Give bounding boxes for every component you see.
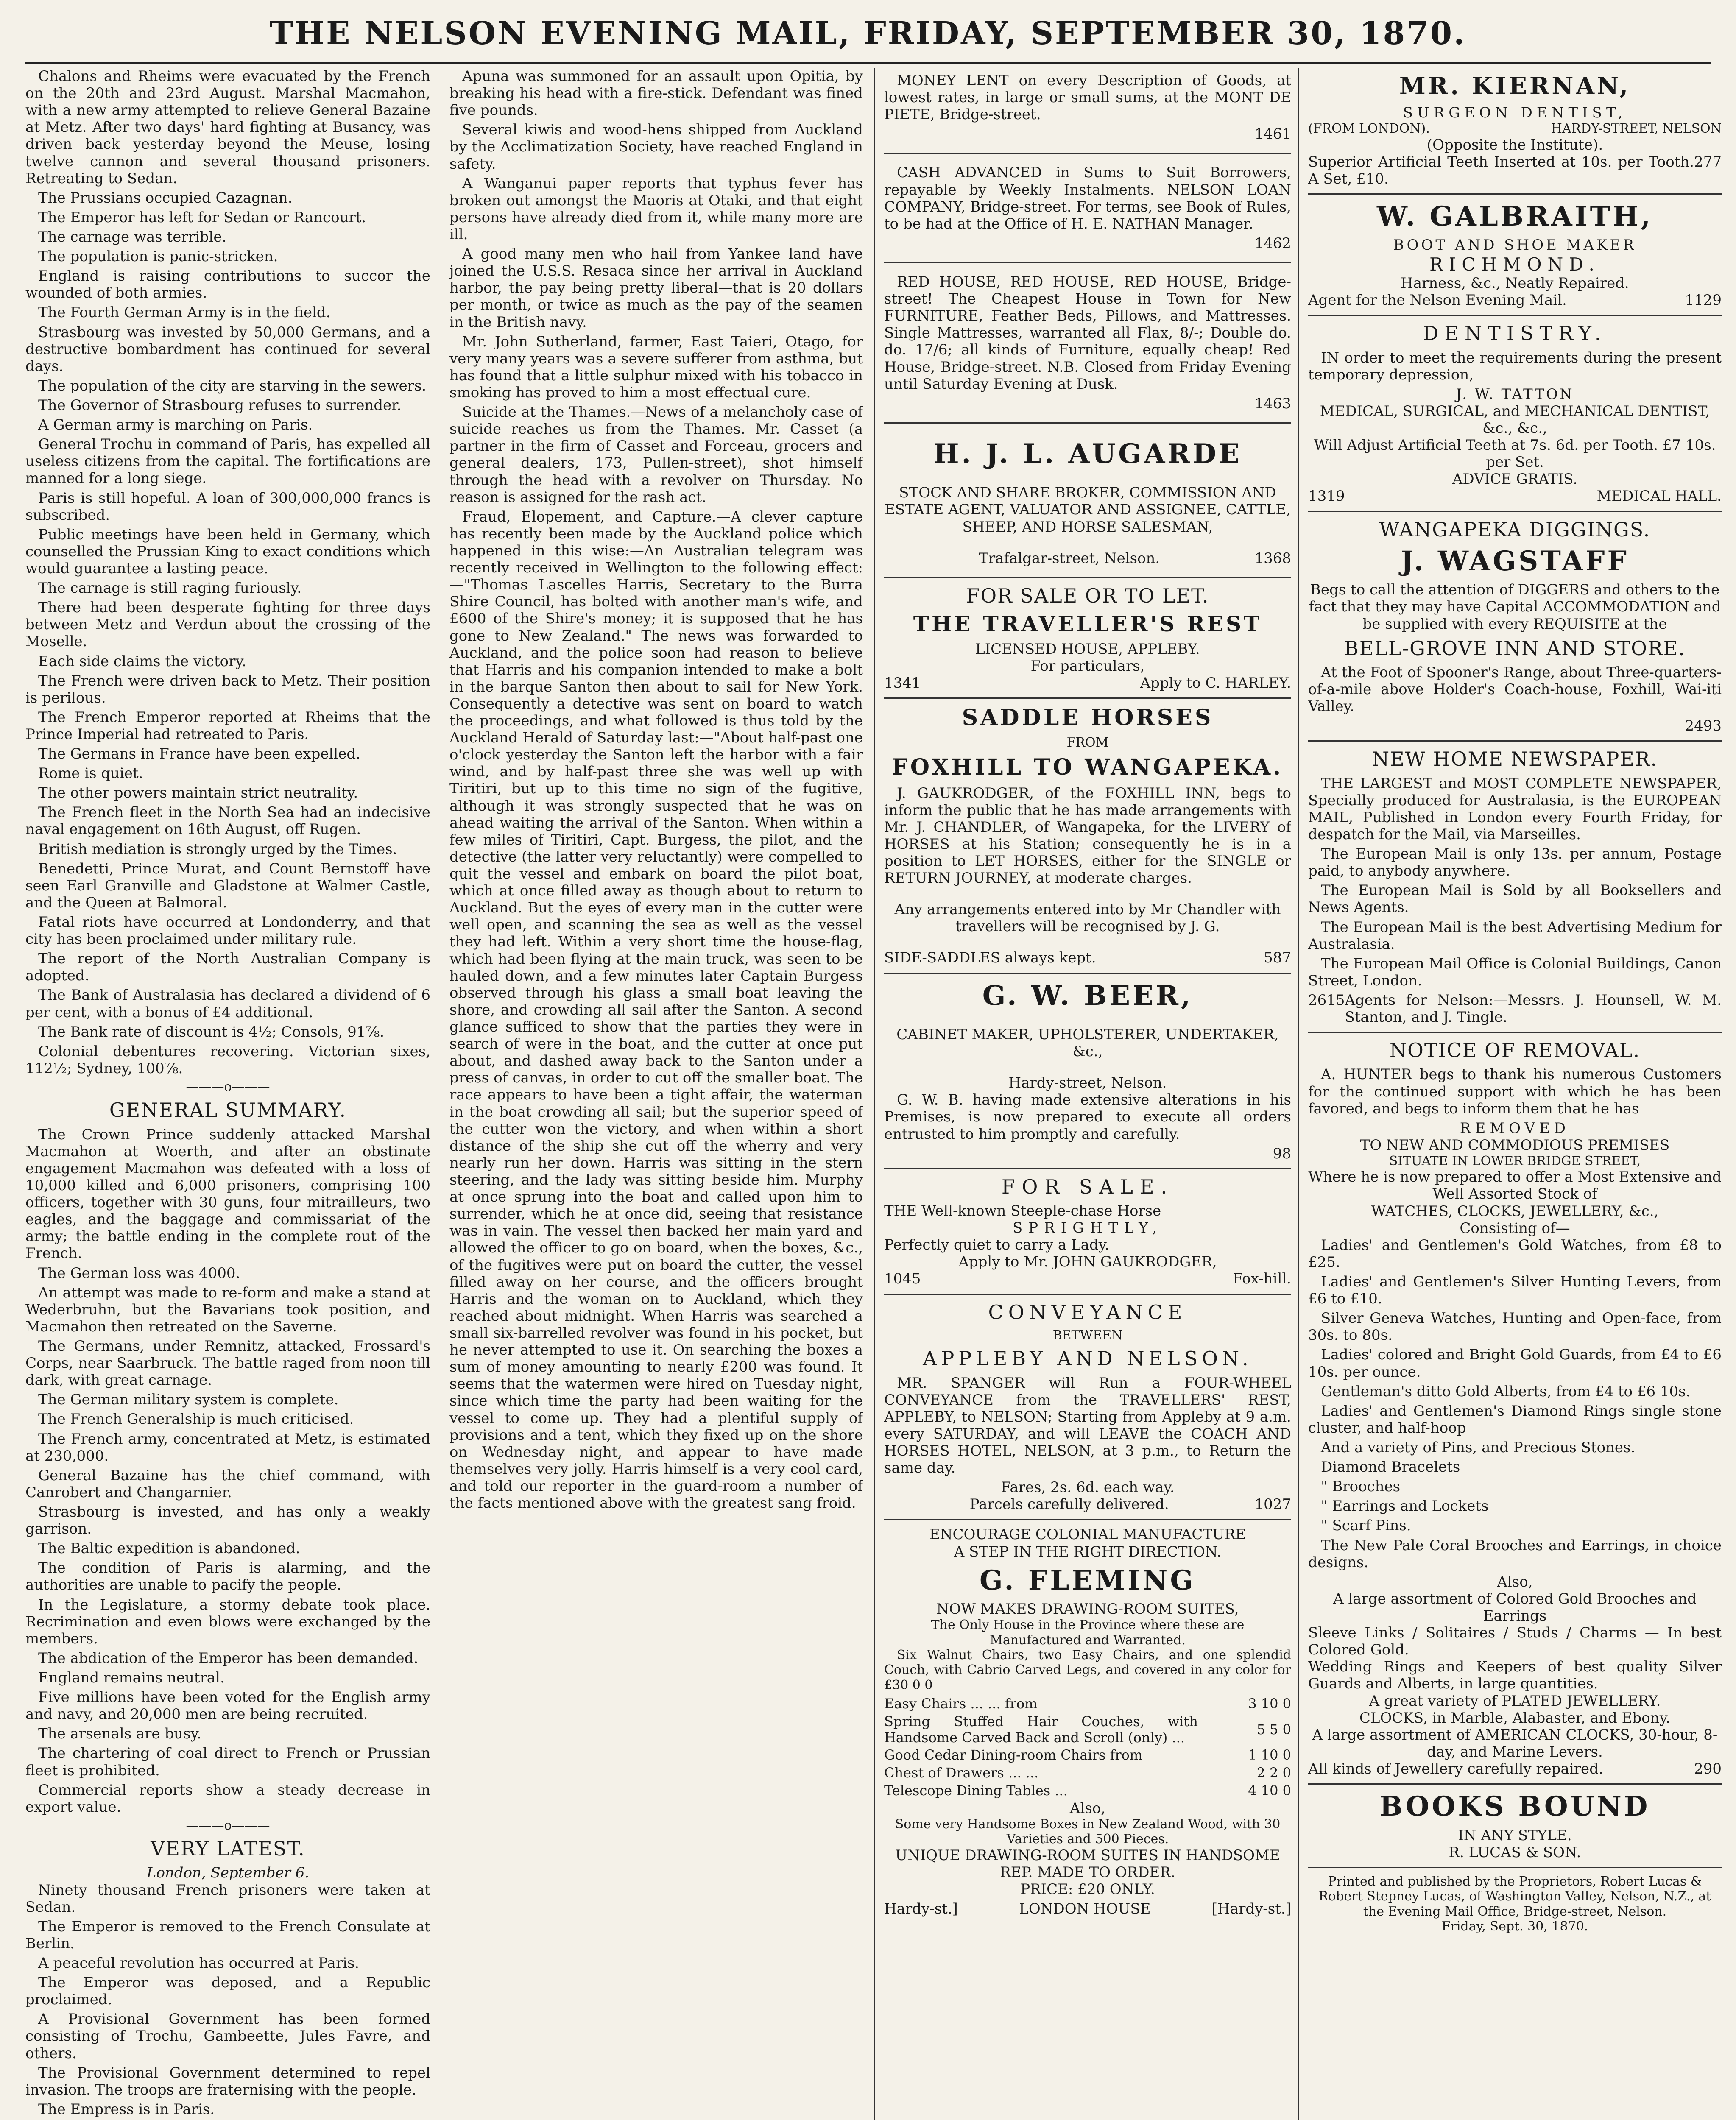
ad-title: BELL-GROVE INN AND STORE. <box>1344 636 1686 660</box>
jewellery-list <box>1308 1237 1722 1571</box>
ad-text: A great variety of PLATED JEWELLERY. <box>1369 1692 1661 1710</box>
rule <box>884 577 1291 578</box>
ad-text: The Only House in the Province where these are Manufactured and Warranted. <box>931 1618 1245 1648</box>
very-latest <box>25 1882 430 2120</box>
ad-text: Will Adjust Artificial Teeth at 7s. 6d. per Tooth. £7 10s. per Set. <box>1314 437 1716 471</box>
separator: ———o——— <box>186 1080 270 1095</box>
ad-text: (FROM LONDON). <box>1308 121 1430 137</box>
news-paragraphs <box>449 68 863 1512</box>
summary-item: The chartering of coal direct to French or Prussian fleet is prohibited. <box>25 1745 430 1779</box>
price-row <box>884 1713 1291 1747</box>
news-paragraph: Fraud, Elopement, and Capture.—A clever capture has recently been made by the Auckland police which happened in this wise:—An Australian telegram was recently received in Wellington to the following effect:—"Thomas Lascelles Harris, Secretary to the Burra Shire Council, has bolted with another man's wife, and £600 of the Shire's money; it is supposed that he has gone to New Zealand." The news was forwarded to Auckland, and the police soon had reason to believe that Harris and his companion intended to make a bolt in the barque Santon then about to sail for New York. Consequently a detective was sent on board to watch the proceedings, and what followed is thus told by the Auckland Herald of Saturday last:—"About half-past one o'clock yesterday the Santon left the harbor with a fair wind, and by half-past three she was well up with Tiritiri, but up to this time no sign of the fugitive, although it was strongly suspected that he was on ahead waiting the arrival of the Santon. When within a few miles of Tiritiri, Capt. Burgess, the pilot, and the detective (the latter very reluctantly) were compelled to quit the vessel and embark on board the pilot boat, which at once filled away as though about to return to Auckland. But the eyes of every man in the cutter were well open, and scanning the sea as well as the vessel they had left. Within a very short time the house-flag, which had been flying at the main truck, was seen to be hauled down, and a few minutes later Captain Burgess observed through his glass a small boat leaving the shore, and crowding all sail after the Santon. A second glance sufficed to show that the parties they were in search of were in the boat, and the cutter at once put about, and dashed away back to the Santon under a press of canvas, in order to cut off the smaller boat. The race appears to have been a tight affair, the waterman in the boat crowding all sail; but the superior speed of the cutter won the victory, and when within a short distance of the ship she cut off the wherry and very nearly run her down. Harris was sitting in the stern steering, and the lady was sitting beside him. Murphy at once sprung into the boat and called upon him to surrender, which he at once did, seeing that resistance was in vain. The vessel then backed her main yard and allowed the officer to go on board, when the boxes, &c., of the fugitives were put on board the cutter, the vessel filled away on her course, and the officers brought Harris and the woman on to Auckland, which they reached about midnight. When Harris was searched a small six-barrelled revolver was found in his pocket, but he never attempted to use it. On searching the boxes a sum of money amounting to nearly £200 was found. It seems that the watermen were hired on Tuesday night, since which time the party had been waiting for the vessel to come up. They had a plentiful supply of provisions and a tent, which they fixed up on the shore on Wednesday night, and appear to have made themselves very jolly. Harris himself is a very cool card, and told our reporter in the guard-room a number of the facts mentioned above with the greatest sang froid. <box>449 508 863 1512</box>
ad-text: Parcels carefully delivered. <box>969 1496 1169 1513</box>
very-latest-dateline: London, September 6. <box>146 1864 310 1882</box>
ad-title: BOOT AND SHOE MAKER <box>1393 237 1636 254</box>
news-item: Fatal riots have occurred at Londonderry, and that city has been proclaimed under military rule. <box>25 914 430 948</box>
ad-text: ADVICE GRATIS. <box>1452 471 1578 488</box>
ad-text: NOW MAKES DRAWING-ROOM SUITES, <box>936 1601 1239 1618</box>
ad-text: Consisting of— <box>1460 1219 1570 1237</box>
ad-number: 587 <box>1264 949 1291 967</box>
ad-number: 1341 <box>884 675 921 692</box>
ad-text: LONDON HOUSE <box>1019 1900 1151 1917</box>
ad-text: Also, <box>1069 1799 1106 1817</box>
rule <box>1308 315 1722 316</box>
news-item: The Governor of Strasbourg refuses to surrender. <box>38 396 402 414</box>
news-item: The carnage is still raging furiously. <box>38 580 302 597</box>
ad-number: 2493 <box>1685 717 1722 735</box>
news-item: The population is panic-stricken. <box>38 248 278 265</box>
latest-item: Ninety thousand French prisoners were taken at Sedan. <box>25 1881 430 1916</box>
news-item: Public meetings have been held in Germany, which counselled the Prussian King to exact conditions which would guarantee a lasting peace. <box>25 526 430 577</box>
latest-item: The Empress is in Paris. <box>38 2100 215 2118</box>
ad-text: PRICE: £20 ONLY. <box>1020 1880 1155 1898</box>
summary-item: The abdication of the Emperor has been demanded. <box>38 1649 419 1667</box>
ad-text: The European Mail is the best Advertising Medium for Australasia. <box>1308 918 1722 953</box>
price-value: 5 5 0 <box>1256 1721 1291 1738</box>
ad-text: [Hardy-st.] <box>1211 1900 1291 1917</box>
summary-item: In the Legislature, a stormy debate took place. Recrimination and even blows were exchanged by the members. <box>25 1596 430 1647</box>
news-item: British mediation is strongly urged by the Times. <box>38 840 397 858</box>
price-row <box>884 1764 1291 1782</box>
jewellery-item: The New Pale Coral Brooches and Earrings, in choice designs. <box>1308 1537 1722 1571</box>
news-paragraph: A good many men who hail from Yankee land have joined the U.S.S. Resaca since her arrival in Auckland harbor, the pay being pretty liberal—that is 20 dollars per month, or twice as much as the pay of the seamen in the British navy. <box>449 245 863 331</box>
price-value: 3 10 0 <box>1248 1696 1291 1712</box>
price-table <box>884 1695 1291 1800</box>
ad-text: MEDICAL, SURGICAL, and MECHANICAL DENTIST, &c., &c., <box>1320 402 1710 437</box>
summary-item: Five millions have been voted for the English army and navy, and 20,000 men are being recruited. <box>25 1689 430 1723</box>
ad-text: Agents for Nelson:—Messrs. J. Hounsell, W. M. Stanton, and J. Tingle. <box>1345 991 1722 1026</box>
ad-number: 1027 <box>1254 1496 1291 1513</box>
rule <box>884 262 1291 263</box>
ad-text: MEDICAL HALL. <box>1596 488 1722 505</box>
news-item: The Bank of Australasia has declared a dividend of 6 per cent, with a bonus of £4 additional. <box>25 987 430 1021</box>
news-item: Strasbourg was invested by 50,000 Germans, and a destructive bombardment has continued for several days. <box>25 324 430 375</box>
very-latest-title: VERY LATEST. <box>151 1837 305 1861</box>
rule <box>1308 1032 1722 1033</box>
ad-text: At the Foot of Spooner's Range, about Three-quarters-of-a-mile above Holder's Coach-house, Foxhill, Wai-iti Valley. <box>1308 664 1722 715</box>
price-row <box>884 1695 1291 1713</box>
jewellery-item: Ladies' and Gentlemen's Silver Hunting Levers, from £6 to £10. <box>1308 1273 1722 1308</box>
ad-text: Some very Handsome Boxes in New Zealand Wood, with 30 Varieties and 500 Pieces. <box>895 1816 1281 1847</box>
price-value: 2 2 0 <box>1256 1765 1291 1781</box>
news-item: Rome is quiet. <box>38 765 143 782</box>
rule <box>884 1519 1291 1520</box>
jewellery-item: Gentleman's ditto Gold Alberts, from £4 to £6 10s. <box>1321 1383 1691 1400</box>
news-item: The Germans in France have been expelled. <box>38 745 360 763</box>
ad-text: THE LARGEST and MOST COMPLETE NEWSPAPER, Specially produced for Australasia, is the EUROPEAN MAIL, Published in London every Fourth Friday, for despatch for the Mail, via Marseilles. <box>1308 775 1722 843</box>
ad-text: Hardy-st.] <box>884 1900 958 1917</box>
ad-title: WATCHES, CLOCKS, JEWELLERY, &c., <box>1371 1202 1659 1220</box>
general-summary <box>25 1126 430 1816</box>
price-item: Easy Chairs ... ... from <box>884 1696 1038 1712</box>
ad-text: A large assortment of Colored Gold Brooches and Earrings <box>1333 1590 1697 1624</box>
news-item: Benedetti, Prince Murat, and Count Bernstoff have seen Earl Granville and Gladstone at Walmer Castle, and the Queen at Balmoral. <box>25 860 430 911</box>
jewellery-item: Ladies' and Gentlemen's Gold Watches, from £8 to £25. <box>1308 1236 1722 1271</box>
ad-text: Apply to C. HARLEY. <box>1140 675 1291 692</box>
news-item: General Trochu in command of Paris, has expelled all useless citizens from the capital. The fortifications are manned for a long siege. <box>25 436 430 487</box>
rule <box>1308 511 1722 512</box>
ad-augarde <box>884 430 1291 571</box>
ad-number: 98 <box>1273 1145 1291 1162</box>
news-item: The Emperor has left for Sedan or Rancourt. <box>38 209 366 226</box>
news-item: The Fourth German Army is in the field. <box>38 304 331 321</box>
ad-title: W. GALBRAITH, <box>1376 200 1653 232</box>
news-item: The report of the North Australian Company is adopted. <box>25 950 430 985</box>
news-item: The other powers maintain strict neutrality. <box>38 784 358 802</box>
latest-item: The Provisional Government determined to repel invasion. The troops are fraternising with the people. <box>25 2064 430 2098</box>
ad-text: The European Mail is Sold by all Booksellers and News Agents. <box>1308 882 1722 916</box>
latest-item: A Provisional Government has been formed consisting of Trochu, Gambeette, Jules Favre, and others. <box>25 2011 430 2062</box>
column-3-ads <box>874 68 1291 2120</box>
column-1 <box>25 68 430 2120</box>
ad-text: Fox-hill. <box>1233 1270 1291 1288</box>
ad-number: 290 <box>1694 1760 1722 1777</box>
price-item: Spring Stuffed Hair Couches, with Handsome Carved Back and Scroll (only) ... <box>884 1713 1198 1746</box>
rule <box>884 1294 1291 1295</box>
ad-title: H. J. L. AUGARDE <box>933 438 1242 470</box>
ad-text: IN ANY STYLE. <box>1458 1827 1572 1844</box>
summary-item: The German loss was 4000. <box>38 1264 240 1282</box>
ad-title: SURGEON DENTIST, <box>1403 104 1627 122</box>
ad-text: SIDE-SADDLES always kept. <box>884 949 1096 967</box>
ad-text: A. HUNTER begs to thank his numerous Customers for the continued support with which he has been favored, and begs to inform them that he has <box>1308 1066 1722 1117</box>
ad-text: Apply to Mr. JOHN GAUKRODGER, <box>958 1253 1217 1271</box>
ad-text: All kinds of Jewellery carefully repaired. <box>1308 1760 1603 1777</box>
news-paragraph: Several kiwis and wood-hens shipped from Auckland by the Acclimatization Society, have reached England in safety. <box>449 121 863 173</box>
jewellery-item: Silver Geneva Watches, Hunting and Open-face, from 30s. to 80s. <box>1308 1310 1722 1344</box>
ad-text: STOCK AND SHARE BROKER, COMMISSION AND ESTATE AGENT, VALUATOR AND ASSIGNEE, CATTLE, SHEEP, AND HORSE SALESMAN, <box>885 484 1291 536</box>
latest-item: The Emperor is removed to the French Consulate at Berlin. <box>25 1918 430 1952</box>
price-row <box>884 1782 1291 1800</box>
ad-text: CASH ADVANCED in Sums to Suit Borrowers, repayable by Weekly Instalments. NELSON LOAN COMPANY, Bridge-street. For terms, see Book of Rules, to be had at the Office of H. E. NATHAN Manager. <box>884 164 1291 232</box>
ad-text: (Opposite the Institute). <box>1426 136 1603 153</box>
ad-title: NOTICE OF REMOVAL. <box>1389 1039 1641 1062</box>
ad-title: G. W. BEER, <box>982 979 1193 1012</box>
ad-text: TO NEW AND COMMODIOUS PREMISES <box>1360 1136 1670 1154</box>
ad-text: FROM <box>1066 735 1109 750</box>
ad-text: BETWEEN <box>1052 1328 1123 1343</box>
summary-item: General Bazaine has the chief command, with Canrobert and Changarnier. <box>25 1467 430 1501</box>
ad-title: MR. KIERNAN, <box>1399 72 1631 100</box>
ad-title: SPRIGHTLY, <box>1013 1219 1163 1237</box>
ad-text: CLOCKS, in Marble, Alabaster, and Ebony. <box>1359 1709 1671 1727</box>
ad-number: 2615 <box>1308 991 1345 1009</box>
rule <box>1308 1783 1722 1785</box>
news-item: A German army is marching on Paris. <box>38 416 313 434</box>
ad-money-lent <box>884 68 1291 147</box>
imprint: Printed and published by the Proprietors, Robert Lucas & Robert Stepney Lucas, of Washington Valley, Nelson, N.Z., at the Evening Mail Office, Bridge-street, Nelson. <box>1318 1874 1711 1919</box>
ad-title: REMOVED <box>1460 1119 1570 1137</box>
ad-text: Perfectly quiet to carry a Lady. <box>884 1236 1110 1254</box>
ad-number: 1368 <box>1254 550 1291 567</box>
rule <box>884 1168 1291 1169</box>
news-item: The Prussians occupied Cazagnan. <box>38 189 293 206</box>
news-item: The population of the city are starving in the sewers. <box>38 377 427 394</box>
price-value: 4 10 0 <box>1248 1782 1291 1799</box>
news-paragraph: Apuna was summoned for an assault upon Opitia, by breaking his head with a fire-stick. Defendant was fined five pounds. <box>449 68 863 119</box>
summary-item: The Baltic expedition is abandoned. <box>38 1540 300 1557</box>
price-item: Chest of Drawers ... ... <box>884 1765 1039 1781</box>
latest-item: The Emperor was deposed, and a Republic proclaimed. <box>25 1974 430 2008</box>
ad-text: For particulars, <box>1030 658 1145 675</box>
ad-title: SADDLE HORSES <box>962 705 1214 731</box>
column-4-ads <box>1298 68 1722 2120</box>
ad-text: LICENSED HOUSE, APPLEBY. <box>975 641 1200 658</box>
summary-item: The condition of Paris is alarming, and the authorities are unable to pacify the people. <box>25 1559 430 1594</box>
jewellery-item: And a variety of Pins, and Precious Stones. <box>1321 1439 1636 1456</box>
rule <box>884 697 1291 699</box>
ad-text: The European Mail is only 13s. per annum, Postage paid, to anybody anywhere. <box>1308 845 1722 880</box>
latest-item: A peaceful revolution has occurred at Paris. <box>38 1955 360 1972</box>
ad-address: Hardy-street, Nelson. <box>1008 1074 1167 1092</box>
column-2 <box>449 68 863 2120</box>
price-value: 1 10 0 <box>1248 1747 1291 1763</box>
summary-item: Strasbourg is invested, and has only a weakly garrison. <box>25 1503 430 1538</box>
ad-title: R. LUCAS & SON. <box>1449 1844 1581 1861</box>
ad-red-house <box>884 269 1291 416</box>
summary-item: The arsenals are busy. <box>38 1725 201 1743</box>
ad-number: 1319 <box>1308 488 1345 505</box>
ad-number: 1461 <box>1254 126 1291 143</box>
rule <box>884 973 1291 974</box>
ad-text: MR. SPANGER will Run a FOUR-WHEEL CONVEYANCE from the TRAVELLERS' REST, APPLEBY, to NELSON; Starting from Appleby at 9 a.m. every SATURDAY, and will LEAVE the COACH AND HORSES HOTEL, NELSON, at 3 p.m., to Return the same day. <box>884 1374 1291 1477</box>
ad-text: Superior Artificial Teeth Inserted at 10s. per Tooth. A Set, £10. <box>1308 153 1694 187</box>
ad-text: THE Well-known Steeple-chase Horse <box>884 1202 1161 1220</box>
summary-item: An attempt was made to re-form and make a stand at Wederbruhn, but the Bavarians took position, and Macmahon then retreated on the Saverne. <box>25 1284 430 1335</box>
price-row <box>884 1746 1291 1764</box>
rule <box>1308 740 1722 742</box>
ad-title: FOR SALE OR TO LET. <box>966 584 1209 607</box>
separator: ———o——— <box>186 1818 270 1833</box>
news-item: The French were driven back to Metz. Their position is perilous. <box>25 672 430 706</box>
ad-text: G. W. B. having made extensive alterations in his Premises, is now prepared to execute all orders entrusted to him promptly and carefully. <box>884 1091 1291 1143</box>
summary-item: The German military system is complete. <box>38 1391 339 1409</box>
ad-text: The European Mail Office is Colonial Buildings, Canon Street, London. <box>1308 955 1722 989</box>
ad-text: Fares, 2s. 6d. each way. <box>1001 1479 1175 1496</box>
rule <box>884 422 1291 424</box>
ad-text: CABINET MAKER, UPHOLSTERER, UNDERTAKER, &c., <box>896 1026 1279 1060</box>
ad-title: J. WAGSTAFF <box>1401 545 1629 577</box>
ad-text: MONEY LENT on every Description of Goods, at lowest rates, in large or small sums, at the MONT DE PIETE, Bridge-street. <box>884 72 1291 123</box>
ad-title: WANGAPEKA DIGGINGS. <box>1379 518 1651 541</box>
ad-number: 1129 <box>1685 292 1722 309</box>
ad-text: HARDY-STREET, NELSON <box>1551 121 1722 137</box>
ad-number: 1462 <box>1254 234 1291 252</box>
summary-item: Commercial reports show a steady decrease in export value. <box>25 1781 430 1816</box>
summary-item: The French army, concentrated at Metz, is estimated at 230,000. <box>25 1430 430 1464</box>
imprint-date: Friday, Sept. 30, 1870. <box>1441 1919 1588 1934</box>
ad-title: ENCOURAGE COLONIAL MANUFACTURE <box>929 1526 1246 1543</box>
news-item: Colonial debentures recovering. Victorian sixes, 112½; Sydney, 100⅞. <box>25 1043 430 1077</box>
ad-number: 277 <box>1694 153 1722 170</box>
ad-text: Harness, &c., Neatly Repaired. <box>1401 275 1629 292</box>
ad-text: Six Walnut Chairs, two Easy Chairs, and one splendid Couch, with Cabrio Carved Legs, and covered in any color for £30 0 0 <box>884 1648 1291 1693</box>
news-item: Chalons and Rheims were evacuated by the French on the 20th and 23rd August. Marshal Macmahon, with a new army attempted to relieve General Bazaine at Metz. After two days' hard fighting at Busancy, was driven back yesterday beyond the Meuse, losing twelve cannon and several thousand prisoners. Retreating to Sedan. <box>25 68 430 187</box>
summary-item: The Germans, under Remnitz, attacked, Frossard's Corps, near Saarbruck. The battle raged from noon till dark, with great carnage. <box>25 1337 430 1389</box>
news-item: The French Emperor reported at Rheims that the Prince Imperial had retreated to Paris. <box>25 709 430 743</box>
news-paragraph: Mr. John Sutherland, farmer, East Taieri, Otago, for very many years was a severe sufferer from asthma, but has found that a little sulphur mixed with his tobacco in smoking has proved to him a most effectual cure. <box>449 333 863 401</box>
rule <box>1308 193 1722 195</box>
general-summary-title: GENERAL SUMMARY. <box>109 1099 347 1122</box>
ad-text: IN order to meet the requirements during the present temporary depression, <box>1308 349 1722 383</box>
ad-cash-advanced <box>884 160 1291 256</box>
ad-text: SITUATE IN LOWER BRIDGE STREET, <box>1389 1153 1641 1169</box>
ad-text: Where he is now prepared to offer a Most Extensive and Well Assorted Stock of <box>1308 1169 1722 1203</box>
news-paragraph: A Wanganui paper reports that typhus fever has broken out amongst the Maoris at Otaki, and that eight persons have already died from it, while many more are ill. <box>449 175 863 243</box>
jewellery-item: Ladies' colored and Bright Gold Guards, from £4 to £6 10s. per ounce. <box>1308 1346 1722 1381</box>
ad-title: BOOKS BOUND <box>1379 1791 1650 1823</box>
news-item: The French fleet in the North Sea had an indecisive naval engagement on 16th August, off Rugen. <box>25 804 430 838</box>
ad-title: RICHMOND. <box>1429 254 1600 275</box>
ad-text: Also, <box>1497 1573 1533 1590</box>
ad-text: A STEP IN THE RIGHT DIRECTION. <box>954 1543 1222 1560</box>
ad-title: NEW HOME NEWSPAPER. <box>1372 748 1658 771</box>
summary-item: England remains neutral. <box>38 1669 225 1686</box>
ad-title: FOXHILL TO WANGAPEKA. <box>892 754 1284 781</box>
ad-text: A large assortment of AMERICAN CLOCKS, 30-hour, 8-day, and Marine Levers. <box>1312 1726 1718 1760</box>
ad-text: RED HOUSE, RED HOUSE, RED HOUSE, Bridge-street! The Cheapest House in Town for New FURNITURE, Feather Beds, Pillows, and Mattresses. Single Mattresses, warranted all Flax, 8/-; Double do. do. 17/6; all kinds of Furniture, equally cheap! Red House, Bridge-street. N.B. Closed from Friday Evening until Saturday Evening at Dusk. <box>884 273 1291 393</box>
jewellery-item: " Scarf Pins. <box>1321 1517 1411 1534</box>
news-paragraph: Suicide at the Thames.—News of a melancholy case of suicide reaches us from the Thames. Mr. Casset (a partner in the firm of Casset and Forceau, grocers and general dealers, 173, Pullen-street), shot himself through the head with a revolver on Thursday. No reason is assigned for the rash act. <box>449 404 863 506</box>
masthead: THE NELSON EVENING MAIL, FRIDAY, SEPTEMBER 30, 1870. <box>25 15 1711 64</box>
price-item: Telescope Dining Tables ... <box>884 1782 1068 1799</box>
ad-number: 1463 <box>1254 395 1291 412</box>
jewellery-item: Ladies' and Gentlemen's Diamond Rings single stone cluster, and half-hoop <box>1308 1402 1722 1437</box>
ad-number: 1045 <box>884 1270 921 1288</box>
ad-text: Begs to call the attention of DIGGERS and others to the fact that they may have Capital ACCOMMODATION and be supplied with every REQUISITE at the <box>1309 581 1721 633</box>
ad-title: CONVEYANCE <box>988 1300 1187 1324</box>
summary-item: The French Generalship is much criticised. <box>38 1411 354 1428</box>
ad-title: APPLEBY AND NELSON. <box>923 1347 1253 1370</box>
price-item: Good Cedar Dining-room Chairs from <box>884 1747 1143 1763</box>
ad-text: Wedding Rings and Keepers of best quality Silver Guards and Alberts, in large quantities. <box>1308 1658 1722 1693</box>
jewellery-item: Diamond Bracelets <box>1321 1459 1460 1476</box>
rule <box>884 153 1291 154</box>
ad-address: Trafalgar-street, Nelson. <box>979 550 1160 567</box>
news-item: England is raising contributions to succor the wounded of both armies. <box>25 268 430 302</box>
ad-title: THE TRAVELLER'S REST <box>913 611 1262 637</box>
news-item: Each side claims the victory. <box>38 653 246 670</box>
ad-title: G. FLEMING <box>979 1564 1196 1596</box>
ad-title: DENTISTRY. <box>1423 322 1607 345</box>
jewellery-item: " Earrings and Lockets <box>1321 1498 1489 1515</box>
ad-text: Agent for the Nelson Evening Mail. <box>1308 292 1567 309</box>
news-item: There had been desperate fighting for three days between Metz and Verdun about the crossing of the Moselle. <box>25 599 430 650</box>
ad-title: FOR SALE. <box>1001 1175 1174 1198</box>
news-item: Paris is still hopeful. A loan of 300,000,000 francs is subscribed. <box>25 489 430 524</box>
rule <box>1308 1867 1722 1868</box>
ad-text: Sleeve Links / Solitaires / Studs / Charms — In best Colored Gold. <box>1308 1624 1722 1659</box>
news-item: The carnage was terrible. <box>38 228 227 245</box>
ad-text: J. GAUKRODGER, of the FOXHILL INN, begs to inform the public that he has made arrangements with Mr. J. CHANDLER, of Wangapeka, for the LIVERY of HORSES at his Station; consequently he is in a position to LET HORSES, either for the SINGLE or RETURN JOURNEY, at moderate charges. <box>884 784 1291 887</box>
jewellery-item: " Brooches <box>1321 1478 1401 1495</box>
ad-title: UNIQUE DRAWING-ROOM SUITES IN HANDSOME REP. MADE TO ORDER. <box>895 1847 1280 1881</box>
ad-text: Any arrangements entered into by Mr Chandler with travellers will be recognised by J. G. <box>894 901 1281 935</box>
war-news <box>25 68 430 1077</box>
ad-title: J. W. TATTON <box>1456 385 1574 403</box>
summary-item: The Crown Prince suddenly attacked Marshal Macmahon at Woerth, and after an obstinate engagement Macmahon was defeated with a loss of 10,000 killed and 6,000 prisoners, comprising 100 officers, together with 30 guns, four mitrailleurs, two eagles, and the baggage and commissariat of the army; the battle ending in the complete rout of the French. <box>25 1126 430 1262</box>
news-item: The Bank rate of discount is 4½; Consols, 91⅞. <box>38 1023 385 1040</box>
